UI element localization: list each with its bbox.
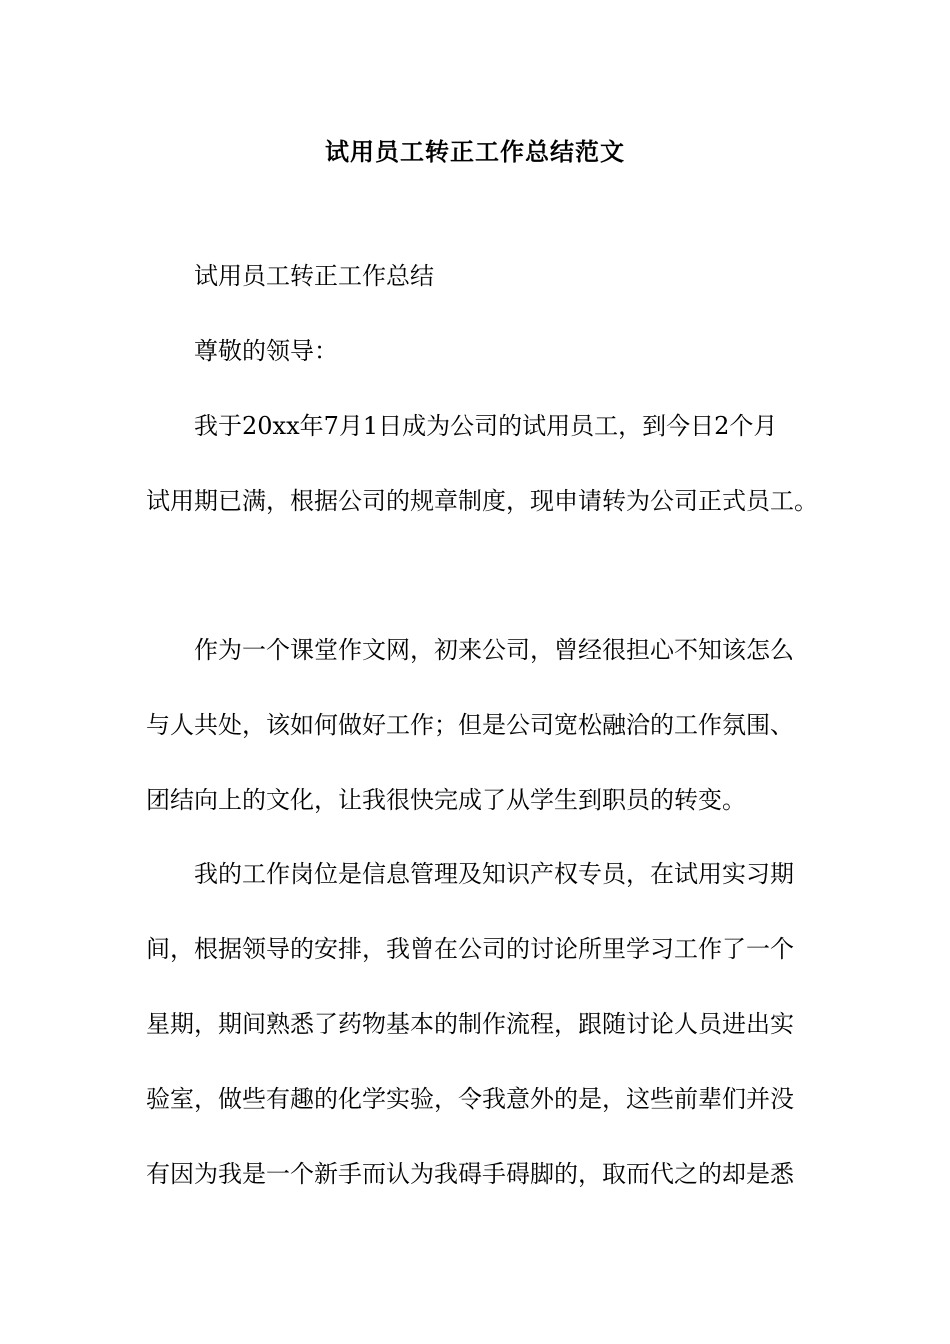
document-title: 试用员工转正工作总结范文 <box>325 137 625 166</box>
paragraph-line: 与人共处，该如何做好工作；但是公司宽松融洽的工作氛围、 <box>146 711 794 739</box>
paragraph-line-salutation: 尊敬的领导： <box>194 337 338 365</box>
paragraph-line: 有因为我是一个新手而认为我碍手碍脚的，取而代之的却是悉 <box>146 1160 794 1188</box>
paragraph-line-subtitle: 试用员工转正工作总结 <box>194 262 434 290</box>
paragraph-line: 间，根据领导的安排，我曾在公司的讨论所里学习工作了一个 <box>146 935 794 963</box>
paragraph-line: 作为一个课堂作文网，初来公司，曾经很担心不知该怎么 <box>194 636 794 664</box>
paragraph-line: 我的工作岗位是信息管理及知识产权专员，在试用实习期 <box>194 860 794 888</box>
paragraph-line: 验室，做些有趣的化学实验，令我意外的是，这些前辈们并没 <box>146 1085 794 1113</box>
paragraph-line: 团结向上的文化，让我很快完成了从学生到职员的转变。 <box>146 786 746 814</box>
paragraph-line: 我于20xx年7月1日成为公司的试用员工，到今日2个月 <box>194 412 778 440</box>
paragraph-line: 试用期已满，根据公司的规章制度，现申请转为公司正式员工。 <box>146 487 818 515</box>
paragraph-line: 星期，期间熟悉了药物基本的制作流程，跟随讨论人员进出实 <box>146 1010 794 1038</box>
